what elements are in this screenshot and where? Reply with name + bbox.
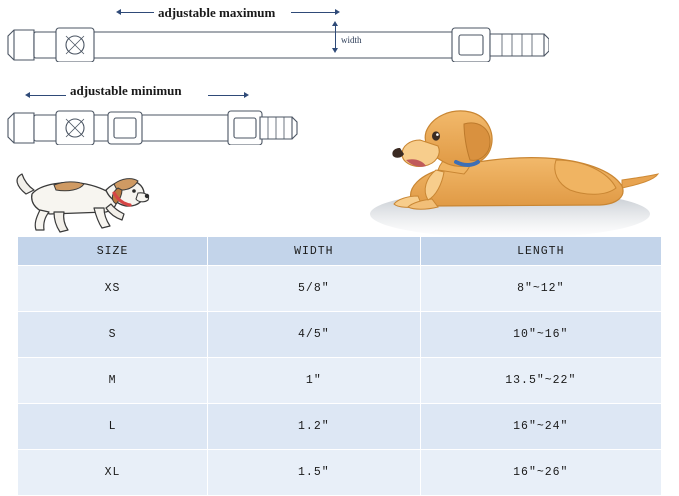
- table-row: [18, 450, 662, 496]
- size-table: [17, 236, 662, 496]
- width-arrow-down: [332, 48, 338, 53]
- cell-size: XL: [18, 450, 208, 496]
- header-size: SIZE: [18, 237, 208, 266]
- min-arrow-right: [244, 92, 249, 98]
- cell-width: 4/5": [208, 312, 421, 358]
- table-header-row: [18, 237, 662, 266]
- cell-size: L: [18, 404, 208, 450]
- cell-width: 1.2": [208, 404, 421, 450]
- header-length: LENGTH: [420, 237, 661, 266]
- cell-size: M: [18, 358, 208, 404]
- min-dimension-line-right: [208, 95, 244, 96]
- max-arrow-right: [335, 9, 340, 15]
- cell-width: 5/8": [208, 266, 421, 312]
- cell-width: 1.5": [208, 450, 421, 496]
- width-dimension-line: [335, 24, 336, 50]
- cell-length: 13.5"~22": [420, 358, 661, 404]
- table-row: [18, 312, 662, 358]
- cell-length: 8"~12": [420, 266, 661, 312]
- table-row: [18, 266, 662, 312]
- min-dimension-line-left: [30, 95, 66, 96]
- max-dimension-line-left: [121, 12, 154, 13]
- header-width: WIDTH: [208, 237, 421, 266]
- collar-diagram-maximum: [4, 14, 549, 62]
- cell-width: 1": [208, 358, 421, 404]
- adjustable-maximum-label: adjustable maximum: [158, 5, 276, 20]
- table-row: [18, 404, 662, 450]
- cell-length: 16"~26": [420, 450, 661, 496]
- width-label: width: [341, 35, 362, 45]
- running-dog-illustration: [10, 160, 150, 238]
- width-arrow-up: [332, 21, 338, 26]
- max-arrow-left: [116, 9, 121, 15]
- adjustable-minimum-label: adjustable minimun: [70, 83, 182, 98]
- min-arrow-left: [25, 92, 30, 98]
- lying-dog-illustration: [360, 96, 660, 241]
- cell-length: 16"~24": [420, 404, 661, 450]
- cell-length: 10"~16": [420, 312, 661, 358]
- collar-diagram-minimum: [4, 97, 299, 145]
- max-dimension-line-right: [291, 12, 335, 13]
- table-row: [18, 358, 662, 404]
- cell-size: XS: [18, 266, 208, 312]
- cell-size: S: [18, 312, 208, 358]
